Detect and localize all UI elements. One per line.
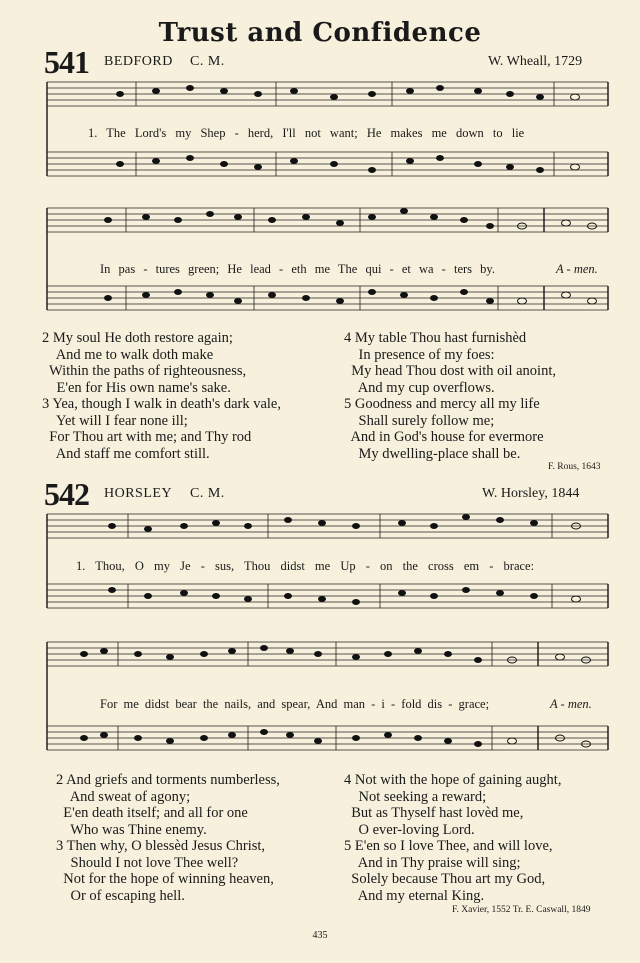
page-number: 435 xyxy=(312,930,328,941)
page-title: Trust and Confidence xyxy=(158,18,482,48)
hymn-number: 542 xyxy=(44,476,89,512)
composer: W. Horsley, 1844 xyxy=(482,486,580,501)
amen-text: A - men. xyxy=(556,262,598,276)
verses-right: 4 My table Thou hast furnishèd In presence of my foes: My head Thou dost with oil anoint, And my cup overflows. 5 Goodness and mercy all my life Shall surely follow me; And in God's house for evermore My dwelling-place shall be. xyxy=(344,330,556,462)
tune-name: BEDFORD xyxy=(104,54,173,69)
composer: W. Wheall, 1729 xyxy=(488,54,583,69)
lyric-line: 1. The Lord's my Shep - herd, I'll not want; He makes me down to lie xyxy=(88,126,525,140)
meter: C. M. xyxy=(190,486,225,501)
verses-left: 2 And griefs and torments numberless, And sweat of agony; E'en death itself; and all for one Who was Thine enemy. 3 Then why, O blessèd Jesus Christ, Should I not love Thee well? Not for the hope of winning heaven, Or of escaping hell. xyxy=(56,772,280,904)
author-credit: F. Rous, 1643 xyxy=(548,462,601,472)
tune-name: HORSLEY xyxy=(104,486,173,501)
author-credit: F. Xavier, 1552 Tr. E. Caswall, 1849 xyxy=(452,905,591,915)
lyric-line: For me didst bear the nails, and spear, And man - i - fold dis - grace; xyxy=(100,697,490,711)
lyric-line: In pas - tures green; He lead - eth me The qui - et wa - ters by. xyxy=(100,262,495,276)
amen-text: A - men. xyxy=(550,697,592,711)
verses-right: 4 Not with the hope of gaining aught, Not seeking a reward; But as Thyself hast lovèd me, O ever-loving Lord. 5 E'en so I love Thee, and will love, And in Thy praise will sing; Solely because Thou art my God, And my eternal King. xyxy=(344,772,562,904)
lyric-line: 1. Thou, O my Je - sus, Thou didst me Up - on the cross em - brace: xyxy=(76,559,535,573)
music-staff-system xyxy=(0,628,640,763)
hymn-number: 541 xyxy=(44,44,89,80)
verses-left: 2 My soul He doth restore again; And me to walk doth make Within the paths of righteousness, E'en for His own name's sake. 3 Yea, though I walk in death's dark vale, Yet will I fear none ill; For Thou art with me; and Thy rod And staff me comfort still. xyxy=(42,330,281,462)
music-staff-system xyxy=(0,196,640,326)
meter: C. M. xyxy=(190,54,225,69)
